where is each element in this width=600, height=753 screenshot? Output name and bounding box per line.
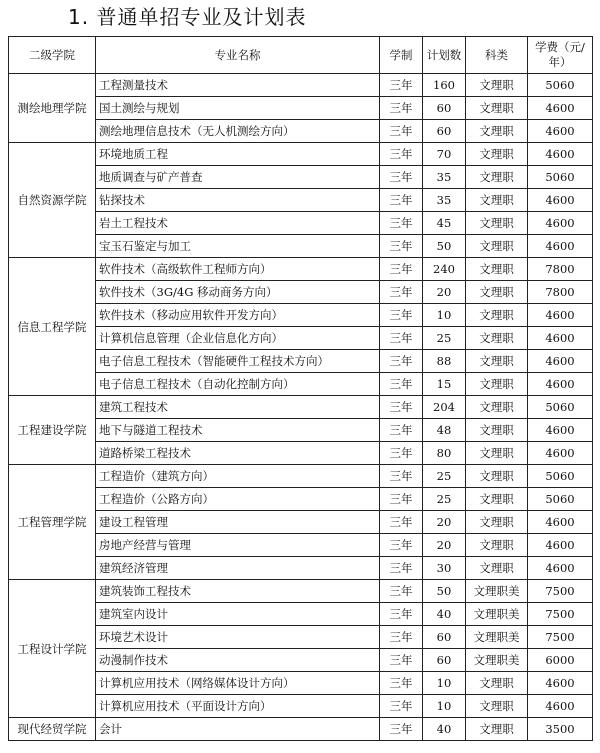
years-cell: 三年 [380,143,423,166]
years-cell: 三年 [380,189,423,212]
years-cell: 三年 [380,97,423,120]
major-cell: 建筑室内设计 [96,603,380,626]
table-header-row [9,37,593,74]
college-cell: 工程建设学院 [9,396,96,465]
fee-cell: 4600 [528,120,593,143]
fee-cell: 6000 [528,649,593,672]
fee-cell: 5060 [528,465,593,488]
table-row [9,74,593,97]
major-cell: 测绘地理信息技术（无人机测绘方向） [96,120,380,143]
major-cell: 国土测绘与规划 [96,97,380,120]
major-cell: 计算机信息管理（企业信息化方向） [96,327,380,350]
years-cell: 三年 [380,695,423,718]
years-cell: 三年 [380,373,423,396]
category-cell: 文理职 [466,166,528,189]
plan-cell: 88 [423,350,466,373]
fee-cell: 5060 [528,396,593,419]
major-cell: 软件技术（高级软件工程师方向） [96,258,380,281]
fee-cell: 4600 [528,350,593,373]
years-cell: 三年 [380,649,423,672]
plan-cell: 25 [423,327,466,350]
fee-cell: 5060 [528,166,593,189]
plan-cell: 40 [423,603,466,626]
header-fee: 学费（元/年） [528,37,593,74]
college-cell: 信息工程学院 [9,258,96,396]
major-cell: 建设工程管理 [96,511,380,534]
category-cell: 文理职美 [466,649,528,672]
major-cell: 软件技术（移动应用软件开发方向） [96,304,380,327]
plan-cell: 80 [423,442,466,465]
table-row [9,511,593,534]
years-cell: 三年 [380,396,423,419]
fee-cell: 7500 [528,603,593,626]
years-cell: 三年 [380,534,423,557]
plan-cell: 10 [423,695,466,718]
table-row [9,166,593,189]
plan-cell: 35 [423,166,466,189]
years-cell: 三年 [380,120,423,143]
major-cell: 动漫制作技术 [96,649,380,672]
years-cell: 三年 [380,350,423,373]
years-cell: 三年 [380,465,423,488]
years-cell: 三年 [380,557,423,580]
table-row [9,580,593,603]
years-cell: 三年 [380,258,423,281]
category-cell: 文理职美 [466,603,528,626]
major-cell: 建筑经济管理 [96,557,380,580]
major-cell: 道路桥梁工程技术 [96,442,380,465]
table-row [9,672,593,695]
fee-cell: 4600 [528,189,593,212]
major-cell: 工程造价（建筑方向） [96,465,380,488]
category-cell: 文理职 [466,718,528,741]
major-cell: 电子信息工程技术（智能硬件工程技术方向） [96,350,380,373]
major-cell: 建筑工程技术 [96,396,380,419]
years-cell: 三年 [380,603,423,626]
table-row [9,120,593,143]
major-cell: 建筑装饰工程技术 [96,580,380,603]
years-cell: 三年 [380,718,423,741]
fee-cell: 4600 [528,672,593,695]
category-cell: 文理职 [466,557,528,580]
fee-cell: 3500 [528,718,593,741]
table-row [9,649,593,672]
fee-cell: 4600 [528,97,593,120]
category-cell: 文理职 [466,419,528,442]
fee-cell: 4600 [528,235,593,258]
years-cell: 三年 [380,166,423,189]
category-cell: 文理职 [466,327,528,350]
fee-cell: 4600 [528,511,593,534]
category-cell: 文理职 [466,350,528,373]
years-cell: 三年 [380,626,423,649]
table-row [9,488,593,511]
table-row [9,212,593,235]
header-category: 科类 [466,37,528,74]
years-cell: 三年 [380,488,423,511]
category-cell: 文理职美 [466,580,528,603]
plan-cell: 25 [423,488,466,511]
years-cell: 三年 [380,212,423,235]
plan-cell: 60 [423,649,466,672]
category-cell: 文理职 [466,373,528,396]
table-row [9,235,593,258]
fee-cell: 4600 [528,143,593,166]
years-cell: 三年 [380,304,423,327]
plan-cell: 30 [423,557,466,580]
years-cell: 三年 [380,419,423,442]
plan-cell: 25 [423,465,466,488]
college-cell: 测绘地理学院 [9,74,96,143]
plan-cell: 70 [423,143,466,166]
major-cell: 工程造价（公路方向） [96,488,380,511]
table-row [9,97,593,120]
table-row [9,143,593,166]
major-cell: 会计 [96,718,380,741]
category-cell: 文理职 [466,212,528,235]
header-college: 二级学院 [9,37,96,74]
table-row [9,327,593,350]
plan-cell: 40 [423,718,466,741]
plan-cell: 20 [423,281,466,304]
plan-cell: 10 [423,304,466,327]
plan-cell: 60 [423,626,466,649]
fee-cell: 4600 [528,327,593,350]
category-cell: 文理职 [466,488,528,511]
table-row [9,603,593,626]
table-row [9,189,593,212]
fee-cell: 5060 [528,488,593,511]
fee-cell: 4600 [528,442,593,465]
major-cell: 岩土工程技术 [96,212,380,235]
table-row [9,258,593,281]
years-cell: 三年 [380,327,423,350]
fee-cell: 7800 [528,258,593,281]
category-cell: 文理职 [466,465,528,488]
fee-cell: 4600 [528,373,593,396]
category-cell: 文理职 [466,511,528,534]
enrollment-plan-table [8,36,593,741]
category-cell: 文理职 [466,120,528,143]
plan-cell: 50 [423,235,466,258]
category-cell: 文理职 [466,189,528,212]
category-cell: 文理职 [466,695,528,718]
plan-cell: 20 [423,534,466,557]
fee-cell: 7800 [528,281,593,304]
category-cell: 文理职 [466,97,528,120]
major-cell: 宝玉石鉴定与加工 [96,235,380,258]
years-cell: 三年 [380,511,423,534]
table-row [9,718,593,741]
category-cell: 文理职 [466,304,528,327]
fee-cell: 4600 [528,304,593,327]
category-cell: 文理职 [466,396,528,419]
plan-cell: 35 [423,189,466,212]
category-cell: 文理职 [466,74,528,97]
major-cell: 计算机应用技术（平面设计方向） [96,695,380,718]
major-cell: 工程测量技术 [96,74,380,97]
plan-cell: 20 [423,511,466,534]
plan-cell: 160 [423,74,466,97]
fee-cell: 4600 [528,557,593,580]
plan-cell: 240 [423,258,466,281]
plan-cell: 10 [423,672,466,695]
major-cell: 地质调查与矿产普查 [96,166,380,189]
major-cell: 环境艺术设计 [96,626,380,649]
table-row [9,304,593,327]
college-cell: 工程设计学院 [9,580,96,718]
years-cell: 三年 [380,235,423,258]
table-row [9,419,593,442]
category-cell: 文理职 [466,258,528,281]
years-cell: 三年 [380,74,423,97]
category-cell: 文理职 [466,534,528,557]
table-row [9,350,593,373]
fee-cell: 7500 [528,626,593,649]
table-row [9,396,593,419]
category-cell: 文理职 [466,281,528,304]
table-row [9,373,593,396]
major-cell: 地下与隧道工程技术 [96,419,380,442]
table-row [9,557,593,580]
table-row [9,442,593,465]
table-row [9,281,593,304]
years-cell: 三年 [380,672,423,695]
table-row [9,695,593,718]
plan-cell: 48 [423,419,466,442]
header-major: 专业名称 [96,37,380,74]
fee-cell: 7500 [528,580,593,603]
fee-cell: 4600 [528,419,593,442]
table-row [9,534,593,557]
major-cell: 计算机应用技术（网络媒体设计方向） [96,672,380,695]
fee-cell: 4600 [528,695,593,718]
years-cell: 三年 [380,281,423,304]
category-cell: 文理职 [466,442,528,465]
header-years: 学制 [380,37,423,74]
major-cell: 钻探技术 [96,189,380,212]
category-cell: 文理职美 [466,626,528,649]
college-cell: 工程管理学院 [9,465,96,580]
college-cell: 自然资源学院 [9,143,96,258]
fee-cell: 4600 [528,212,593,235]
header-plan: 计划数 [423,37,466,74]
plan-cell: 45 [423,212,466,235]
plan-cell: 204 [423,396,466,419]
page-title: 1. 普通单招专业及计划表 [68,5,307,29]
plan-cell: 60 [423,120,466,143]
table-row [9,626,593,649]
table-row [9,465,593,488]
major-cell: 软件技术（3G/4G 移动商务方向） [96,281,380,304]
years-cell: 三年 [380,580,423,603]
plan-cell: 50 [423,580,466,603]
fee-cell: 5060 [528,74,593,97]
category-cell: 文理职 [466,143,528,166]
plan-cell: 60 [423,97,466,120]
years-cell: 三年 [380,442,423,465]
category-cell: 文理职 [466,672,528,695]
category-cell: 文理职 [466,235,528,258]
major-cell: 环境地质工程 [96,143,380,166]
major-cell: 房地产经营与管理 [96,534,380,557]
major-cell: 电子信息工程技术（自动化控制方向） [96,373,380,396]
fee-cell: 4600 [528,534,593,557]
plan-cell: 15 [423,373,466,396]
college-cell: 现代经贸学院 [9,718,96,741]
